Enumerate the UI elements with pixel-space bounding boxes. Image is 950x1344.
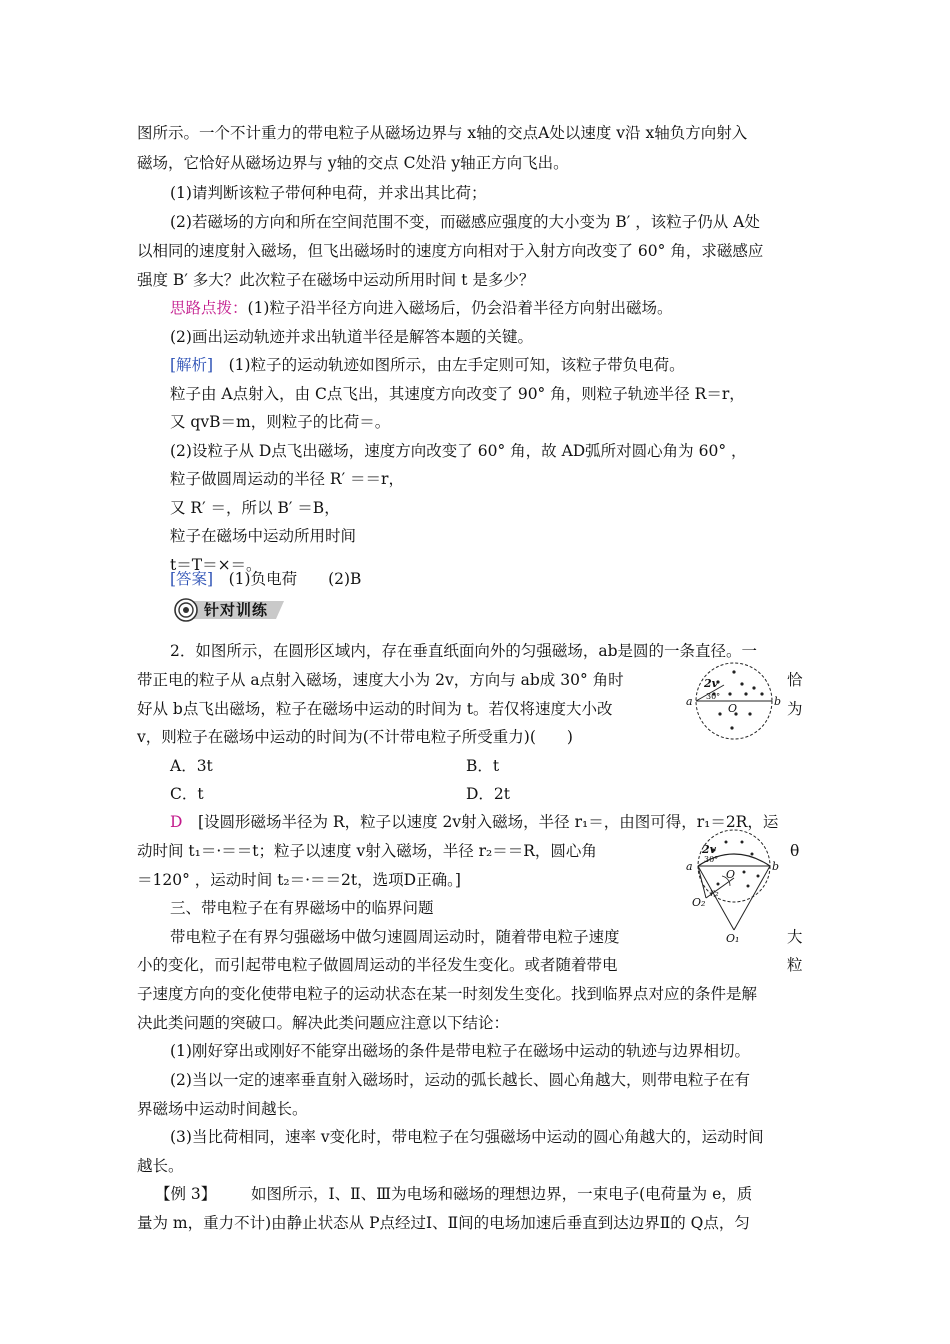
figure-circle-field [684,660,784,742]
fig1-point-b: b [774,695,782,708]
fig2-angle-label: 30° [704,855,719,864]
text-line: v，则粒子在磁场中运动的时间为(不计带电粒子所受重力)( ) [137,728,573,746]
text-line: B．t [466,757,500,775]
text-line: 带电粒子在有界匀强磁场中做匀速圆周运动时，随着带电粒子速度 [170,928,620,946]
text-line: (2)若磁场的方向和所在空间范围不变，而磁感应强度的大小变为 B′ ，该粒子仍从 A处 [170,213,760,231]
text-line: 小的变化，而引起带电粒子做圆周运动的半径发生变化。或者随着带电 [137,956,618,974]
text-line: (3)当比荷相同，速率 v变化时，带电粒子在匀强磁场中运动的圆心角越大的，运动时间 [170,1128,764,1146]
fig2-radius-label: r₂ [710,888,719,899]
text-line: 恰 [787,671,803,689]
text-line: 为 [787,700,803,718]
analysis-line [170,355,685,375]
text-line: 大 [787,928,803,946]
text-line: 图所示。一个不计重力的带电粒子从磁场边界与 x轴的交点A处以速度 v沿 x轴负方向射入 [137,124,748,142]
solution-choice: D [170,813,183,831]
fig1-center-o: O [728,702,738,715]
fig2-center-o: O [726,868,736,881]
answer-label: [答案] [170,570,214,588]
text-line: ＝120° ，运动时间 t₂＝·＝＝2t，选项D正确。] [137,871,461,889]
text-line: 决此类问题的突破口。解决此类问题应注意以下结论： [137,1014,510,1032]
fig2-point-b: b [772,860,780,873]
hint-line [170,298,672,318]
text-line: (1)刚好穿出或刚好不能穿出磁场的条件是带电粒子在磁场中运动的轨迹与边界相切。 [170,1042,750,1060]
text-line: 好从 b点飞出磁场，粒子在磁场中运动的时间为 t。若仅将速度大小改 [137,700,613,718]
text-line: 三、带电粒子在有界磁场中的临界问题 [170,899,434,917]
text-line: t＝T＝×＝。 [170,556,262,574]
text-line: 如图所示，Ⅰ、Ⅱ、Ⅲ为电场和磁场的理想边界，一束电子(电荷量为 e，质 [251,1185,753,1203]
text-line: 2．如图所示，在圆形区域内，存在垂直纸面向外的匀强磁场，ab是圆的一条直径。一 [170,642,758,660]
text-line: 动时间 t₁＝·＝＝t；粒子以速度 v射入磁场，半径 r₂＝＝R，圆心角 [137,842,597,860]
text-line: 又 R′ ＝，所以 B′ ＝B， [170,499,340,517]
text-line: (2)画出运动轨迹并求出轨道半径是解答本题的关键。 [170,328,533,346]
text-line: C．t [170,785,204,803]
text-line: D．2t [466,785,511,803]
practice-banner-title: 针对训练 [204,601,269,619]
fig1-angle-label: 30° [706,692,721,701]
text-line: (2)当以一定的速率垂直射入磁场时，运动的弧长越长、圆心角越大，则带电粒子在有 [170,1071,750,1089]
text-line: 强度 B′ 多大？此次粒子在磁场中运动所用时间 t 是多少？ [137,271,535,289]
text-line: 粒子在磁场中运动所用时间 [170,527,357,545]
text-line: 带正电的粒子从 a点射入磁场，速度大小为 2v，方向与 ab成 30° 角时 [137,671,624,689]
text-line: (2)设粒子从 D点飞出磁场，速度方向改变了 60° 角，故 AD弧所对圆心角为 60° ， [170,442,747,460]
answer-text: (1)负电荷 (2)B [228,570,362,588]
answer-line [170,569,361,589]
figure-solution-geometry [682,828,786,946]
text-line: 粒子做圆周运动的半径 R′ ＝＝r， [170,470,404,488]
text-line: 越长。 [137,1157,184,1175]
analysis-label: [解析] [170,356,214,374]
text-line: 磁场，它恰好从磁场边界与 y轴的交点 C处沿 y轴正方向飞出。 [137,154,569,172]
text-line: 粒 [787,956,803,974]
fig2-center-o2: O₂ [692,896,706,909]
text-line: 子速度方向的变化使带电粒子的运动状态在某一时刻发生变化。找到临界点对应的条件是解 [137,985,758,1003]
hint-label: 思路点拨： [170,299,248,317]
text-line: A．3t [170,757,213,775]
hint-text: (1)粒子沿半径方向进入磁场后，仍会沿着半径方向射出磁场。 [247,299,673,317]
analysis-text: (1)粒子的运动轨迹如图所示，由左手定则可知，该粒子带负电荷。 [228,356,685,374]
fig2-center-o1: O₁ [726,932,740,945]
fig1-point-a: a [686,695,693,708]
fig2-velocity-label: 2v [702,843,717,856]
fig2-point-a: a [686,860,693,873]
example-label: 【例 3】 [155,1185,217,1203]
text-line: 又 qvB＝m，则粒子的比荷＝。 [170,413,391,431]
text-line: θ [790,842,800,860]
text-line: 粒子由 A点射入，由 C点飞出，其速度方向改变了 90° 角，则粒子轨迹半径 R＝r， [170,385,745,403]
text-line: 量为 m，重力不计)由静止状态从 P点经过Ⅰ、Ⅱ间的电场加速后垂直到达边界Ⅱ的 Q点，匀 [137,1214,750,1232]
solution-text: [设圆形磁场半径为 R，粒子以速度 2v射入磁场，半径 r₁＝，由图可得，r₁＝2R，运 [197,813,779,831]
fig1-velocity-label: 2v [704,677,719,690]
text-line: 以相同的速度射入磁场，但飞出磁场时的速度方向相对于入射方向改变了 60° 角，求磁感应 [137,242,764,260]
text-line: 界磁场中运动时间越长。 [137,1100,308,1118]
text-line: (1)请判断该粒子带何种电荷，并求出其比荷； [170,184,487,202]
